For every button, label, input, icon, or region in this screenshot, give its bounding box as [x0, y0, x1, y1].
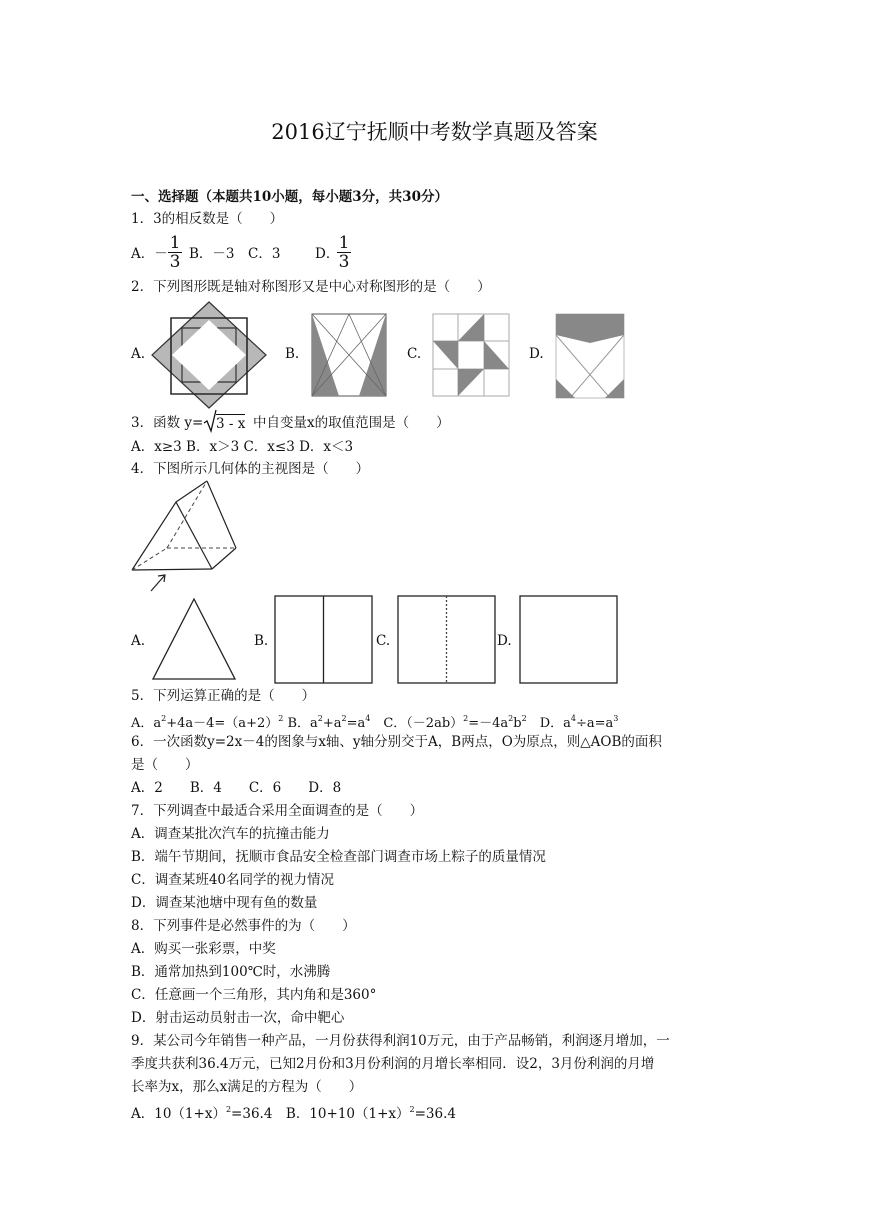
q2-label-d: D.	[529, 346, 544, 362]
question-9-stem-line1: 9．某公司今年销售一种产品，一月份获得利润10万元，由于产品畅销，利润逐月增加，一	[131, 1033, 670, 1049]
q7-option-c: C．调查某班40名同学的视力情况	[131, 872, 335, 888]
q4-prism-figure	[129, 479, 241, 595]
question-9-stem-line2: 季度共获利36.4万元，已知2月份和3月份利润的月增长率相同．设2，3月份利润的月增	[131, 1056, 655, 1072]
q4-label-b: B.	[254, 633, 269, 649]
q4-label-d: D.	[497, 633, 512, 649]
q8-option-c: C．任意画一个三角形，其内角和是360°	[131, 987, 377, 1003]
q9-options: A．$10(1+x)^2=36.4$ B．$10+10(1+x)^2=36.4$	[131, 1105, 456, 1122]
q2-figure-a	[150, 300, 268, 412]
q8-option-b: B．通常加热到100℃时，水沸腾	[131, 964, 331, 980]
q3-options: A．x≥3 B．x＞3 C．x≤3 D．x＜3	[131, 439, 354, 455]
question-2-stem: 2．下列图形既是轴对称图形又是中心对称图形的是（ ）	[131, 279, 491, 295]
section-heading: 一、选择题（本题共10小题，每小题3分，共30分）	[131, 189, 448, 205]
q2-label-c: C.	[407, 346, 422, 362]
question-3-stem-pre: 3．函数 y=	[131, 415, 204, 431]
q1-options-bc: B．－3 C．3	[189, 246, 281, 262]
q8-option-a: A．购买一张彩票，中奖	[131, 941, 276, 957]
q3-radicand: 3 - x	[216, 416, 246, 432]
question-4-stem: 4．下图所示几何体的主视图是（ ）	[131, 461, 370, 477]
q1-fraction-d	[337, 235, 351, 270]
q7-option-b: B．端午节期间，抚顺市食品安全检查部门调查市场上粽子的质量情况	[131, 849, 546, 865]
question-6-stem-line2: 是（ ）	[131, 757, 199, 773]
q2-figure-b	[311, 313, 387, 397]
radical-sign	[203, 409, 217, 433]
q1-fraction-d-den: 3	[338, 252, 350, 272]
question-5-stem: 5．下列运算正确的是（ ）	[131, 688, 316, 704]
q4-option-b-rect-solid	[274, 595, 374, 685]
q2-figure-c	[432, 313, 510, 397]
q4-option-d-rect	[519, 595, 619, 685]
q1-option-d-prefix: D．	[315, 246, 340, 262]
q7-option-d: D．调查某池塘中现有鱼的数量	[131, 895, 318, 911]
q7-option-a: A．调查某批次汽车的抗撞击能力	[131, 826, 330, 842]
q1-fraction-a	[168, 235, 182, 270]
q2-label-b: B.	[285, 346, 300, 362]
question-9-stem-line3: 长率为x，那么x满足的方程为（ ）	[131, 1079, 363, 1095]
q8-option-d: D．射击运动员射击一次，命中靶心	[131, 1010, 345, 1026]
q4-label-c: C.	[376, 633, 391, 649]
q4-label-a: A.	[131, 633, 146, 649]
q4-option-c-rect-dashed	[397, 595, 497, 685]
q1-fraction-a-num: 1	[169, 233, 181, 253]
question-1-stem: 1．3的相反数是（ ）	[131, 211, 284, 227]
question-3-stem-post: 中自变量x的取值范围是（ ）	[253, 415, 450, 431]
q6-options: A．2 B．4 C．6 D．8	[131, 780, 342, 796]
q1-option-a-prefix: A．－	[131, 246, 168, 262]
q4-option-a-triangle	[151, 597, 237, 681]
q1-fraction-a-den: 3	[169, 252, 181, 272]
question-6-stem-line1: 6．一次函数y=2x－4的图象与x轴、y轴分别交于A，B两点，O为原点，则△AOB的面积	[131, 734, 662, 750]
question-7-stem: 7．下列调查中最适合采用全面调查的是（ ）	[131, 803, 424, 819]
question-8-stem: 8．下列事件是必然事件的为（ ）	[131, 918, 356, 934]
page-title: 2016辽宁抚顺中考数学真题及答案	[271, 120, 598, 144]
q2-label-a: A.	[131, 346, 146, 362]
q1-fraction-d-num: 1	[338, 233, 350, 253]
q5-options: A．$a^2+4a-4=(a+2)^2$ B．$a^2+a^2=a^4$ C．$(-2ab)^2=-4a^2b^2$ D．$a^4\div a=a^3$	[131, 714, 619, 731]
q2-figure-d	[555, 313, 625, 399]
